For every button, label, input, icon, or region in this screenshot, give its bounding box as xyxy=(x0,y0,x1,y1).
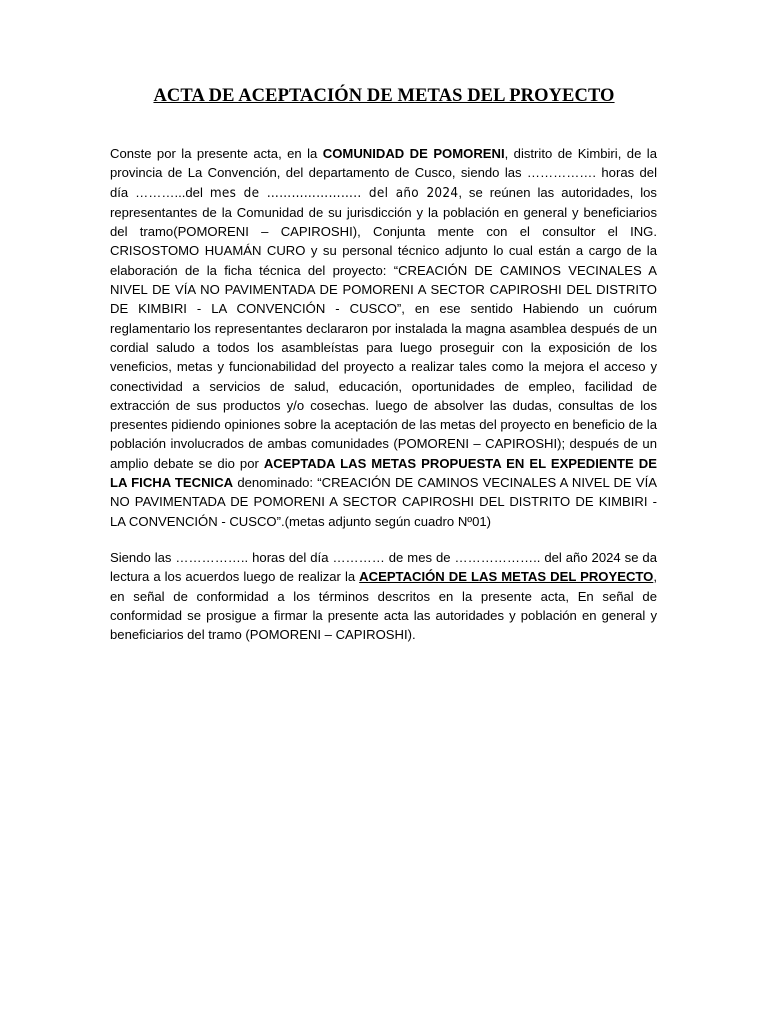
date-fill-blank: mes de ………………….. del año 2024 xyxy=(209,185,459,201)
paragraph-1-text-a: Conste por la presente acta, en la xyxy=(110,146,323,161)
paragraph-1-text-b: , distrito de Kimbiri, de la provincia de La Convención, del departamento de Cusco, siendo las ……………. horas del día ………...del xyxy=(110,146,657,200)
document-title: ACTA DE ACEPTACIÓN DE METAS DEL PROYECTO xyxy=(153,86,615,106)
acceptance-statement: ACEPTACIÓN DE LAS METAS DEL PROYECTO xyxy=(359,569,654,585)
community-name: COMUNIDAD DE POMORENI xyxy=(322,146,505,161)
paragraph-2-text-a: Siendo las …………….. horas del día ………… de mes de ……………….. del año 2024 se da lectura a los acuerdos luego de realizar la xyxy=(110,550,657,585)
paragraph-2 xyxy=(110,548,657,644)
paragraph-1 xyxy=(110,144,657,531)
paragraph-2-text-b: , en señal de conformidad a los términos descritos en la presente acta, En señal de conformidad se prosigue a firmar la presente acta las autoridades y población en general y beneficiarios del tramo (POMORENI – CAPIROSHI). xyxy=(110,569,657,643)
paragraph-1-text-d: denominado: “CREACIÓN DE CAMINOS VECINALES A NIVEL DE VÍA NO PAVIMENTADA DE POMORENI A SECTOR CAPIROSHI DEL DISTRITO DE KIMBIRI - LA CONVENCIÓN - CUSCO”.(metas adjunto según cuadro Nº01) xyxy=(110,475,657,529)
accepted-goals-statement: ACEPTADA LAS METAS PROPUESTA EN EL EXPEDIENTE DE LA FICHA TECNICA xyxy=(110,455,657,491)
paragraph-1-text-c: , se reúnen las autoridades, los representantes de la Comunidad de su jurisdicción y la población en general y beneficiarios del tramo(POMORENI – CAPIROSHI), Conjunta mente con el consultor el ING. CRISOSTOMO HUAMÁN CURO y su personal técnico adjunto lo cual están a cargo de la elaboración de la ficha técnica del proyecto: “CREACIÓN DE CAMINOS VECINALES A NIVEL DE VÍA NO PAVIMENTADA DE POMORENI A SECTOR CAPIROSHI DEL DISTRITO DE KIMBIRI - LA CONVENCIÓN - CUSCO”, en ese sentido Habiendo un cuórum reglamentario los representantes declararon por instalada la magna asamblea después de un cordial saludo a todos los asambleístas para luego proseguir con la exposición de los veneficios, metas y funcionabilidad del proyecto a realizar tales como la mejora el acceso y conectividad a servicios de salud, educación, oportunidades de empleo, facilidad de extracción de sus productos y/o cosechas. luego de absolver las dudas, consultas de los presentes pidiendo opiniones sobre la aceptación de las metas del proyecto en beneficio de la población involucrados de ambas comunidades (POMORENI – CAPIROSHI); después de un amplio debate se dio por xyxy=(110,184,657,471)
